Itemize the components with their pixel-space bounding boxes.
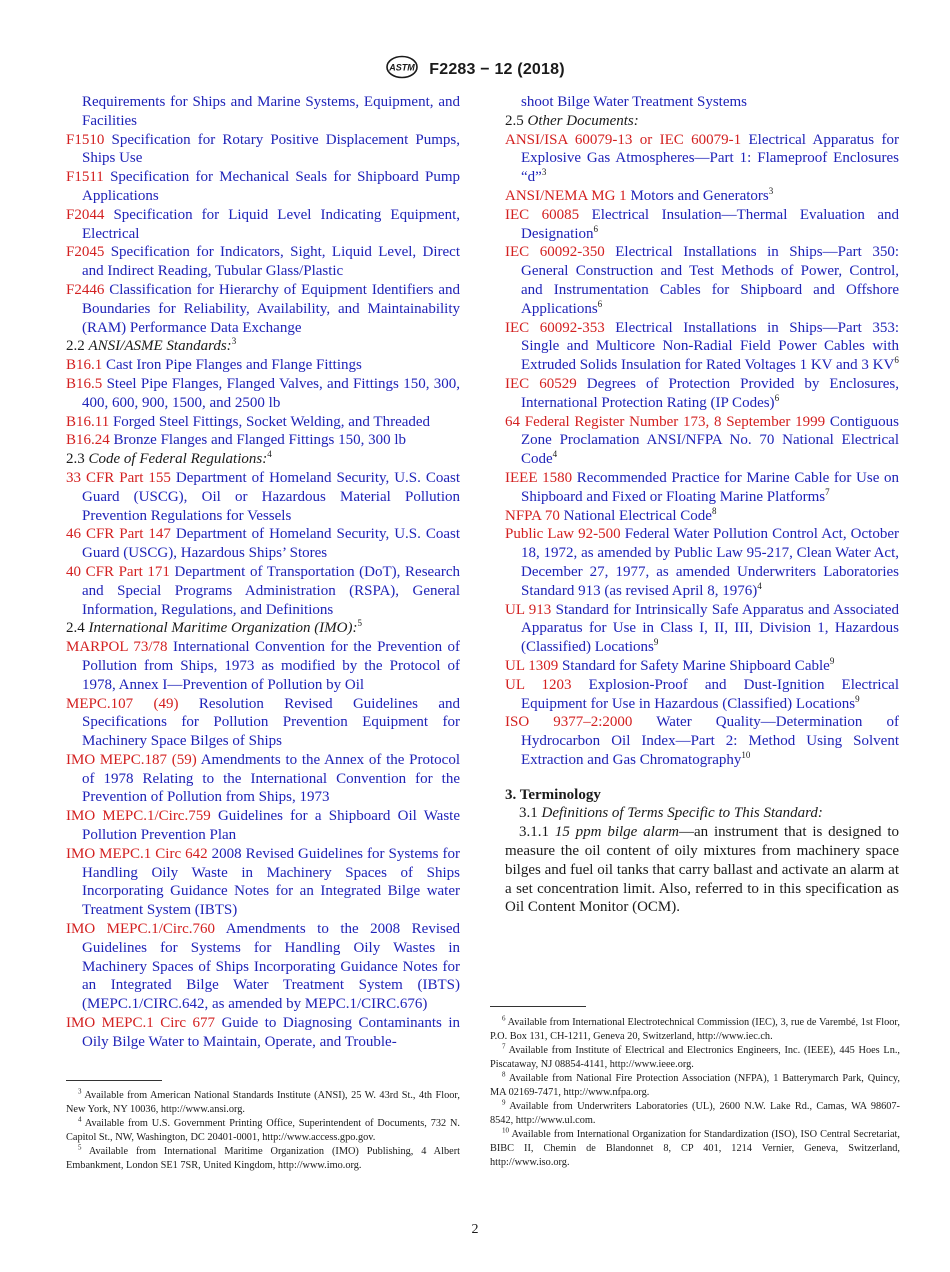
reference-entry[interactable]: ANSI/ISA 60079-13 or IEC 60079-1 Electrical Apparatus for Explosive Gas Atmospheres—Part 1: Flameproof Enclosures “d”$^3$: [505, 131, 899, 186]
footnote-divider: [66, 1080, 162, 1081]
footnote: $^3$ Available from American National Standards Institute (ANSI), 25 W. 43rd St., 4th Floor, New York, NY 10036, http://www.ansi.org.: [66, 1087, 460, 1115]
reference-entry[interactable]: UL 1309 Standard for Safety Marine Shipboard Cable$^9$: [505, 655, 835, 674]
reference-entry[interactable]: IEC 60092-353 Electrical Installations in Ships—Part 353: Single and Multicore Non-Radial Field Power Cables with Extruded Solids Insulation for Rated Voltages 1 KV and 3 $KV^6$: [505, 319, 899, 374]
reference-entry[interactable]: IMO MEPC.1/Circ.760 Amendments to the 2008 Revised Guidelines for Systems for Handling Oily Wastes in Machinery Spaces of Ships Incorporating Guidance Notes for an Integrated Bilge Water Treatment System (IBTS) (MEPC.1/CIRC.642, as amended by MEPC.1/CIRC.676): [66, 921, 460, 1013]
reference-entry[interactable]: IMO MEPC.187 (59) Amendments to the Annex of the Protocol of 1978 Relating to the International Convention for the Prevention of Pollution from Ships, 1973: [66, 751, 460, 806]
footnotes-left: [66, 1089, 460, 1173]
section-heading-2-2: 2.2 ANSI/ASME Standards:$^3$: [66, 336, 237, 355]
continued-text: shoot Bilge Water Treatment Systems: [521, 94, 748, 110]
reference-entry[interactable]: UL 913 Standard for Intrinsically Safe Apparatus and Associated Apparatus for Use in Class I, II, III, Division 1, Hazardous (Classified) Locations$^9$: [505, 601, 899, 656]
reference-entry[interactable]: F2045 Specification for Indicators, Sight, Liquid Level, Direct and Indirect Reading, Tubular Glass/Plastic: [66, 244, 461, 280]
footnote-divider: [490, 1006, 586, 1007]
reference-entry[interactable]: F2446 Classification for Hierarchy of Equipment Identifiers and Boundaries for Reliability, Availability, and Maintainability (RAM) Performance Data Exchange: [66, 281, 460, 336]
reference-entry[interactable]: 64 Federal Register Number 173, 8 September 1999 Contiguous Zone Proclamation ANSI/NFPA No. 70 National Electrical Code$^4$: [505, 413, 900, 468]
reference-entry[interactable]: ANSI/NEMA MG 1 Motors and Generators$^3$: [505, 185, 774, 204]
svg-text:ASTM: ASTM: [389, 62, 415, 73]
footnote: $^4$ Available from U.S. Government Printing Office, Superintendent of Documents, 732 N. Capitol St., NW, Washington, DC 20401-0001, http://www.access.gpo.gov.: [66, 1115, 460, 1143]
reference-entry[interactable]: IMO MEPC.1/Circ.759 Guidelines for a Shipboard Oil Waste Pollution Prevention Plan: [66, 808, 460, 844]
reference-entry[interactable]: F2044 Specification for Liquid Level Indicating Equipment, Electrical: [66, 206, 460, 242]
reference-entry[interactable]: IEC 60085 Electrical Insulation—Thermal Evaluation and Designation$^6$: [505, 206, 899, 242]
reference-entry[interactable]: B16.11 Forged Steel Fittings, Socket Welding, and Threaded: [66, 413, 431, 430]
reference-entry[interactable]: Public Law 92-500 Federal Water Pollution Control Act, October 18, 1972, as amended by Public Law 95-217, Clean Water Act, December 27, 1977, as amended Underwriters Laboratories Standard 913 (as revised April 8, 1976)$^4$: [505, 526, 899, 599]
astm-logo-icon: [385, 55, 419, 84]
reference-entry[interactable]: MEPC.107 (49) Resolution Revised Guidelines and Specifications for Pollution Prevention Equipment for Machinery Space Bilges of Ships: [66, 695, 461, 750]
page-header: [0, 55, 950, 84]
reference-entry[interactable]: B16.5 Steel Pipe Flanges, Flanged Valves, and Fittings 150, 300, 400, 600, 900, 1500, and 2500 lb: [66, 375, 461, 411]
continued-text: Requirements for Ships and Marine Systems, Equipment, and Facilities: [82, 94, 460, 129]
footnote: $^9$ Available from Underwriters Laboratories (UL), 2600 N.W. Lake Rd., Camas, WA 98607-8542, http://www.ul.com.: [490, 1098, 900, 1126]
footnotes-right: [490, 1016, 900, 1170]
reference-entry[interactable]: 46 CFR Part 147 Department of Homeland Security, U.S. Coast Guard (USCG), Hazardous Ships’ Stores: [66, 526, 461, 562]
section-heading-2-3: 2.3 Code of Federal Regulations:$^4$: [66, 449, 272, 468]
right-column: [505, 93, 899, 917]
reference-entry[interactable]: F1510 Specification for Rotary Positive Displacement Pumps, Ships Use: [66, 131, 460, 167]
footnote: $^7$ Available from Institute of Electrical and Electronics Engineers, Inc. (IEEE), 445 Hoes Ln., Piscataway, NJ 08854-4141, http://www.ieee.org.: [490, 1042, 900, 1070]
reference-entry[interactable]: 33 CFR Part 155 Department of Homeland Security, U.S. Coast Guard (USCG), Oil or Hazardous Material Pollution Prevention Regulations for Vessels: [66, 469, 461, 524]
footnote: $^8$ Available from National Fire Protection Association (NFPA), 1 Batterymarch Park, Quincy, MA 02169-7471, http://www.nfpa.org.: [490, 1070, 900, 1098]
reference-entry[interactable]: F1511 Specification for Mechanical Seals for Shipboard Pump Applications: [66, 169, 461, 204]
footnote: $^{10}$ Available from International Organization for Standardization (ISO), ISO Central Secretariat, BIBC II, Chemin de Blandonnet 8, CP 401, 1214 Vernier, Geneva, Switzerland, http://www.iso.org.: [490, 1126, 900, 1168]
paragraph-3-1-1: 3.1.1 15 ppm bilge alarm—an instrument that is designed to measure the oil content of oily mixtures from machinery space bilges and fuel oil tanks that carry ballast and activate an alarm at a set concentration limit. Also, referred to in this specification as Oil Content Monitor (OCM).: [505, 824, 899, 916]
reference-entry[interactable]: IEC 60529 Degrees of Protection Provided by Enclosures, International Protection Rating (IP Codes)$^6$: [505, 375, 899, 411]
reference-entry[interactable]: B16.1 Cast Iron Pipe Flanges and Flange Fittings: [66, 357, 362, 374]
page-number: 2: [471, 1222, 479, 1237]
reference-entry[interactable]: MARPOL 73/78 International Convention for the Prevention of Pollution from Ships, 1973 as modified by the Protocol of 1978, Annex I—Prevention of Pollution by Oil: [66, 639, 460, 693]
left-column: [66, 93, 460, 1052]
terminology-heading: 3. Terminology: [505, 786, 601, 803]
reference-entry[interactable]: IMO MEPC.1 Circ 677 Guide to Diagnosing Contaminants in Oily Bilge Water to Maintain, Operate, and Trouble-: [66, 1015, 461, 1050]
reference-entry[interactable]: B16.24 Bronze Flanges and Flanged Fittings 150, 300 lb: [66, 432, 406, 449]
reference-entry[interactable]: 40 CFR Part 171 Department of Transportation (DoT), Research and Special Programs Administration (RSPA), General Information, Regulations, and Definitions: [66, 563, 461, 618]
reference-entry[interactable]: IMO MEPC.1 Circ 642 2008 Revised Guidelines for Systems for Handling Oily Waste in Machinery Spaces of Ships Incorporating Guidance Notes for an Integrated Bilge water Treatment System (IBTS): [66, 845, 460, 919]
reference-entry[interactable]: IEC 60092-350 Electrical Installations in Ships—Part 350: General Construction and Test Methods of Power, Control, and Instrumentation Cables for Shipboard and Offshore Applications$^6$: [505, 244, 899, 317]
reference-entry[interactable]: NFPA 70 National Electrical Code$^8$: [505, 505, 717, 524]
paragraph-3-1: 3.1 Definitions of Terms Specific to This Standard:: [519, 805, 823, 822]
reference-entry[interactable]: ISO 9377–2:2000 Water Quality—Determination of Hydrocarbon Oil Index—Part 2: Method Using Solvent Extraction and Gas Chromatography$^{10}$: [505, 714, 900, 768]
document-title: F2283 − 12 (2018): [429, 60, 565, 78]
reference-entry[interactable]: UL 1203 Explosion-Proof and Dust-Ignition Electrical Equipment for Use in Hazardous (Classified) Locations$^9$: [505, 676, 899, 712]
section-heading-2-4: 2.4 International Maritime Organization (IMO):$^5$: [66, 618, 362, 637]
section-heading-2-5: 2.5 Other Documents:: [505, 112, 639, 129]
reference-entry[interactable]: IEEE 1580 Recommended Practice for Marine Cable for Use on Shipboard and Fixed or Floating Marine Platforms$^7$: [505, 469, 899, 505]
footnote: $^5$ Available from International Maritime Organization (IMO) Publishing, 4 Albert Embankment, London SE1 7SR, United Kingdom, http://www.imo.org.: [66, 1143, 460, 1171]
footnote: $^6$ Available from International Electrotechnical Commission (IEC), 3, rue de Varembé, 1st Floor, P.O. Box 131, CH-1211, Geneva 20, Switzerland, http://www.iec.ch.: [490, 1014, 900, 1042]
